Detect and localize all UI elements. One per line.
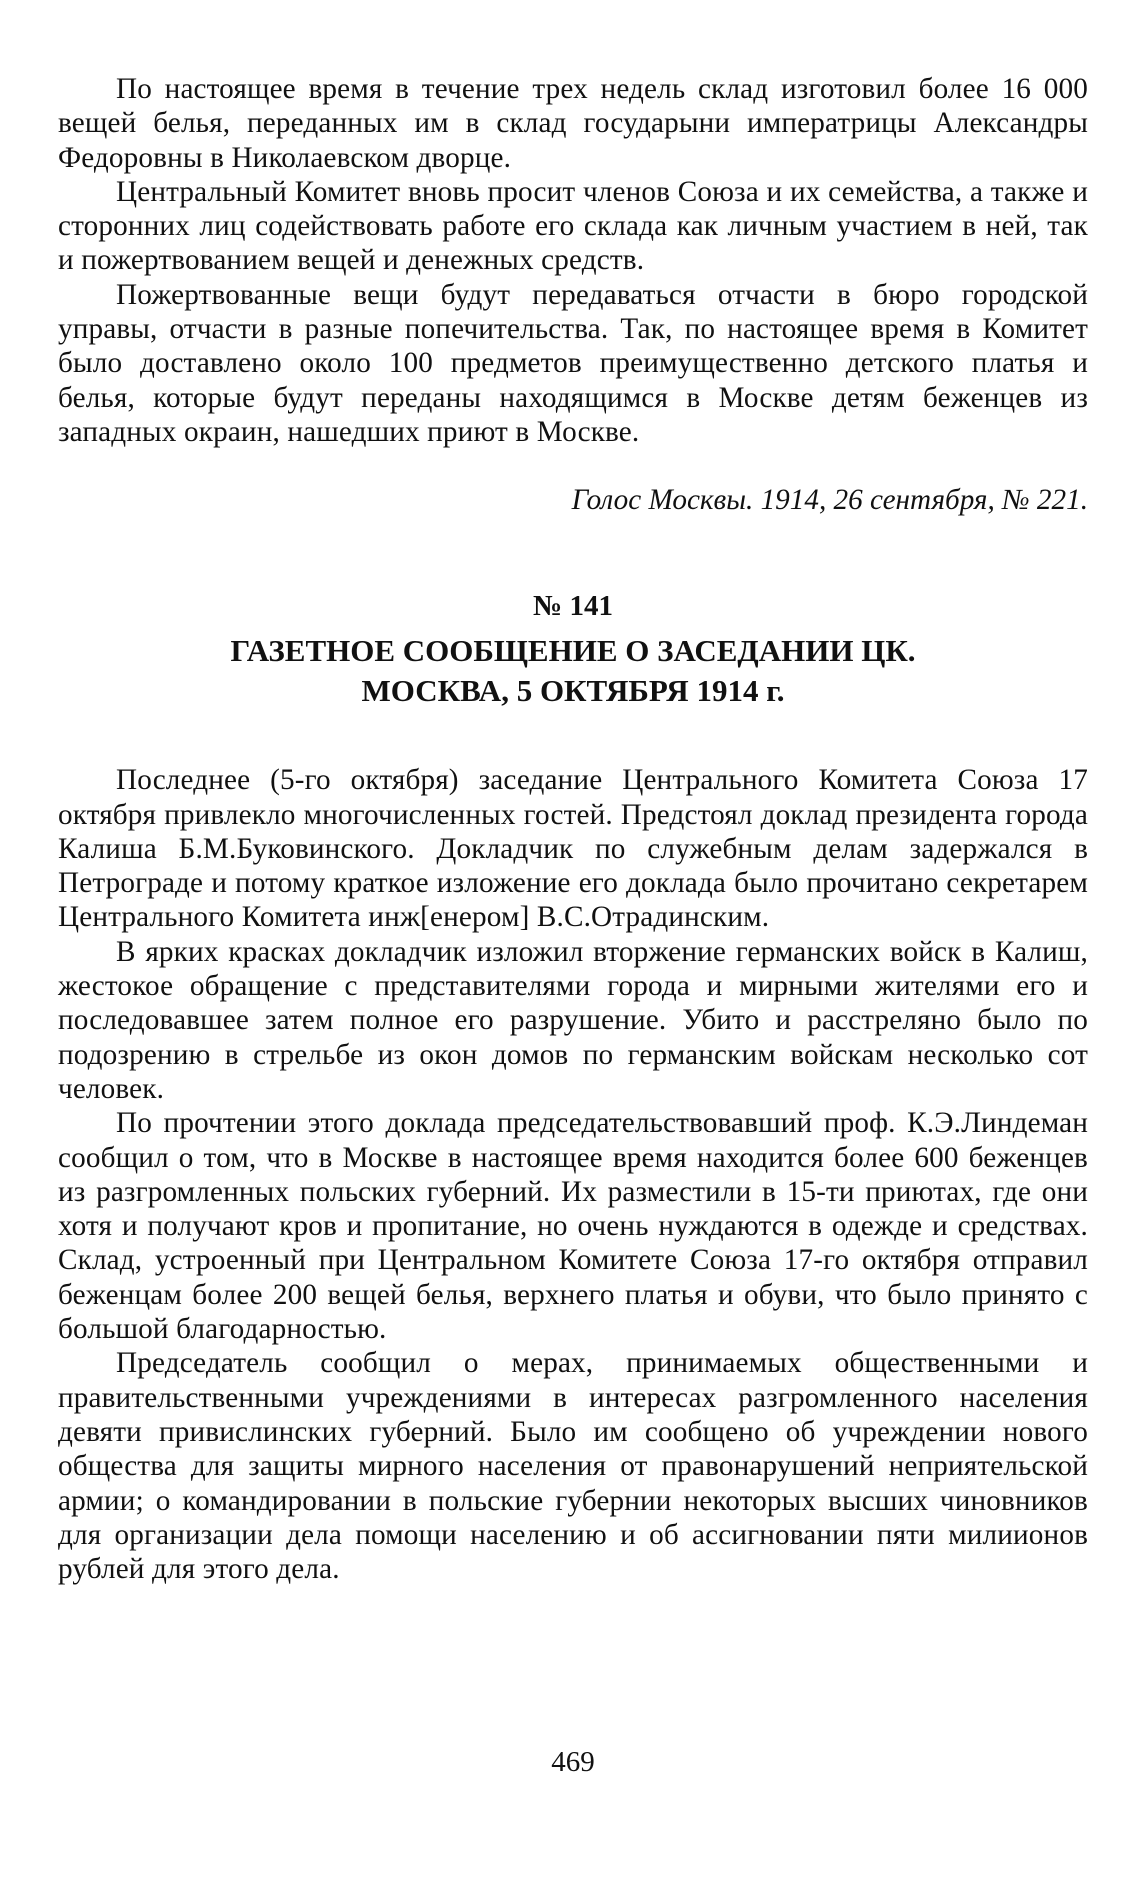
document-title-line-1: ГАЗЕТНОЕ СООБЩЕНИЕ О ЗАСЕДАНИИ ЦК. <box>230 633 916 669</box>
document-number: № 141 <box>533 590 613 623</box>
document-title <box>58 631 1088 711</box>
body-paragraph-3: По прочтении этого доклада председательствовавший проф. К.Э.Линдеман сообщил о том, что в Москве в настоящее время находится более 600 беженцев из разгромленных польских губерний. Их разместили в 15-ти приютах, где они хотя и получают кров и пропитание, но очень нуждаются в одежде и средствах. Склад, устроенный при Центральном Комитете Союза 17-го октября отправил беженцам более 200 вещей белья, верхнего платья и обуви, что было принято с большой благодарностью. <box>58 1107 1088 1346</box>
body-paragraph-1: Последнее (5-го октября) заседание Центрального Комитета Союза 17 октября привлекло многочисленных гостей. Предстоял доклад президента города Калиша Б.М.Буковинского. Докладчик по служебным делам задержался в Петрограде и потому краткое изложение его доклада было прочитано секретарем Центрального Комитета инж[енером] В.С.Отрадинским. <box>58 764 1088 934</box>
body-paragraph-4: Председатель сообщил о мерах, принимаемых общественными и правительственными учреждениями в интересах разгромленного населения девяти привислинских губерний. Было им сообщено об учреждении нового общества для защиты мирного населения от правонарушений неприятельской армии; о командировании в польские губернии некоторых высших чиновников для организации дела помощи населению и об ассигновании пяти милиионов рублей для этого дела. <box>58 1347 1088 1586</box>
source-citation: Голос Москвы. 1914, 26 сентября, № 221. <box>571 484 1088 517</box>
paragraph-1: По настоящее время в течение трех недель склад изготовил более 16 000 вещей белья, переданных им в склад государыни императрицы Александры Федоровны в Николаевском дворце. <box>58 73 1088 174</box>
page-number: 469 <box>551 1746 595 1778</box>
document-title-line-2: МОСКВА, 5 ОКТЯБРЯ 1914 г. <box>361 673 785 709</box>
paragraph-3: Пожертвованные вещи будут передаваться отчасти в бюро городской управы, отчасти в разные попечительства. Так, по настоящее время в Комитет было доставлено около 100 предметов преимущественно детского платья и белья, которые будут переданы находящимся в Москве детям беженцев из западных окраин, нашедших приют в Москве. <box>58 278 1088 448</box>
body-paragraph-2: В ярких красках докладчик изложил вторжение германских войск в Калиш, жестокое обращение с представителями города и мирными жителями его и последовавшее затем полное его разрушение. Убито и расстреляно было по подозрению в стрельбе из окон домов по германским войскам несколько сот человек. <box>58 935 1088 1105</box>
document-page <box>58 72 1088 1586</box>
paragraph-2: Центральный Комитет вновь просит членов Союза и их семейства, а также и сторонних лиц содействовать работе его склада как личным участием в ней, так и пожертвованием вещей и денежных средств. <box>58 175 1088 277</box>
document-body <box>58 763 1088 1586</box>
